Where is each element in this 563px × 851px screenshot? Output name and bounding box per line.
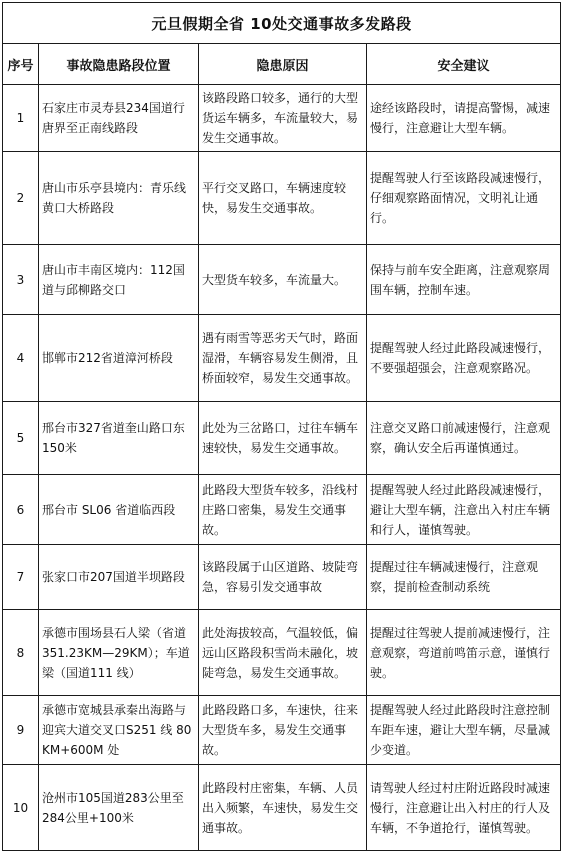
table-row — [3, 85, 561, 152]
row-location: 石家庄市灵寿县234国道行唐界至正南线路段 — [39, 85, 199, 152]
row-cause: 此路段村庄密集，车辆、人员出入频繁，车速快，易发生交通事故。 — [199, 765, 367, 851]
row-cause: 此处海拔较高，气温较低，偏远山区路段积雪尚未融化，坡陡弯急，易发生交通事故。 — [199, 610, 367, 696]
table-row — [3, 475, 561, 545]
table-row — [3, 152, 561, 245]
header-location: 事故隐患路段位置 — [39, 44, 199, 85]
table-row — [3, 610, 561, 696]
table-title: 元旦假期全省 10处交通事故多发路段 — [3, 3, 561, 44]
row-number: 10 — [3, 765, 39, 851]
table-row — [3, 696, 561, 765]
title-row — [3, 3, 561, 44]
row-cause: 遇有雨雪等恶劣天气时，路面湿滑，车辆容易发生侧滑，且桥面较窄，易发生交通事故。 — [199, 315, 367, 402]
row-cause: 此路段路口多，车速快，往来大型货车多，易发生交通事故。 — [199, 696, 367, 765]
row-cause: 该路段路口较多，通行的大型货运车辆多，车流量较大，易发生交通事故。 — [199, 85, 367, 152]
row-number: 8 — [3, 610, 39, 696]
row-advice: 提醒过往驾驶人提前减速慢行，注意观察，弯道前鸣笛示意，谨慎行驶。 — [367, 610, 561, 696]
row-location: 邯郸市212省道漳河桥段 — [39, 315, 199, 402]
row-location: 邢台市327省道奎山路口东 150米 — [39, 402, 199, 475]
row-advice: 提醒驾驶人经过此路段减速慢行，不要强超强会，注意观察路况。 — [367, 315, 561, 402]
row-location: 沧州市105国道283公里至 284公里+100米 — [39, 765, 199, 851]
row-cause: 该路段属于山区道路、坡陡弯急，容易引发交通事故 — [199, 545, 367, 610]
table-row — [3, 315, 561, 402]
row-number: 4 — [3, 315, 39, 402]
table-row — [3, 245, 561, 315]
row-advice: 提醒过往车辆减速慢行，注意观察，提前检查制动系统 — [367, 545, 561, 610]
row-number: 3 — [3, 245, 39, 315]
row-advice: 提醒驾驶人经过此路段减速慢行，避让大型车辆，注意出入村庄车辆和行人，谨慎驾驶。 — [367, 475, 561, 545]
row-number: 6 — [3, 475, 39, 545]
row-number: 2 — [3, 152, 39, 245]
table-row — [3, 402, 561, 475]
row-number: 1 — [3, 85, 39, 152]
row-location: 唐山市丰南区境内：112国道与邱柳路交口 — [39, 245, 199, 315]
row-advice: 注意交叉路口前减速慢行，注意观察，确认安全后再谨慎通过。 — [367, 402, 561, 475]
row-location: 承德市宽城县承秦出海路与迎宾大道交叉口S251 线 80KM+600M 处 — [39, 696, 199, 765]
row-location: 唐山市乐亭县境内：青乐线黄口大桥路段 — [39, 152, 199, 245]
row-number: 5 — [3, 402, 39, 475]
row-location: 承德市围场县石人梁（省道 351.23KM—29KM）；车道梁（国道111 线） — [39, 610, 199, 696]
row-location: 张家口市207国道半坝路段 — [39, 545, 199, 610]
row-number: 7 — [3, 545, 39, 610]
header-advice: 安全建议 — [367, 44, 561, 85]
row-advice: 保持与前车安全距离，注意观察周围车辆，控制车速。 — [367, 245, 561, 315]
table-row — [3, 765, 561, 851]
row-location: 邢台市 SL06 省道临西段 — [39, 475, 199, 545]
row-advice: 提醒驾驶人行至该路段减速慢行，仔细观察路面情况，文明礼让通行。 — [367, 152, 561, 245]
row-advice: 请驾驶人经过村庄附近路段时减速慢行，注意避让出入村庄的行人及车辆，不争道抢行，谨慎驾驶。 — [367, 765, 561, 851]
row-number: 9 — [3, 696, 39, 765]
table-row — [3, 545, 561, 610]
row-cause: 此路段大型货车较多，沿线村庄路口密集，易发生交通事故。 — [199, 475, 367, 545]
row-advice: 提醒驾驶人经过此路段时注意控制车距车速，避让大型车辆，尽量减少变道。 — [367, 696, 561, 765]
row-advice: 途经该路段时，请提高警惕，减速慢行，注意避让大型车辆。 — [367, 85, 561, 152]
header-cause: 隐患原因 — [199, 44, 367, 85]
header-row — [3, 44, 561, 85]
row-cause: 此处为三岔路口，过往车辆车速较快，易发生交通事故。 — [199, 402, 367, 475]
header-no: 序号 — [3, 44, 39, 85]
row-cause: 大型货车较多，车流量大。 — [199, 245, 367, 315]
row-cause: 平行交叉路口，车辆速度较快，易发生交通事故。 — [199, 152, 367, 245]
accident-roads-table — [2, 2, 561, 851]
